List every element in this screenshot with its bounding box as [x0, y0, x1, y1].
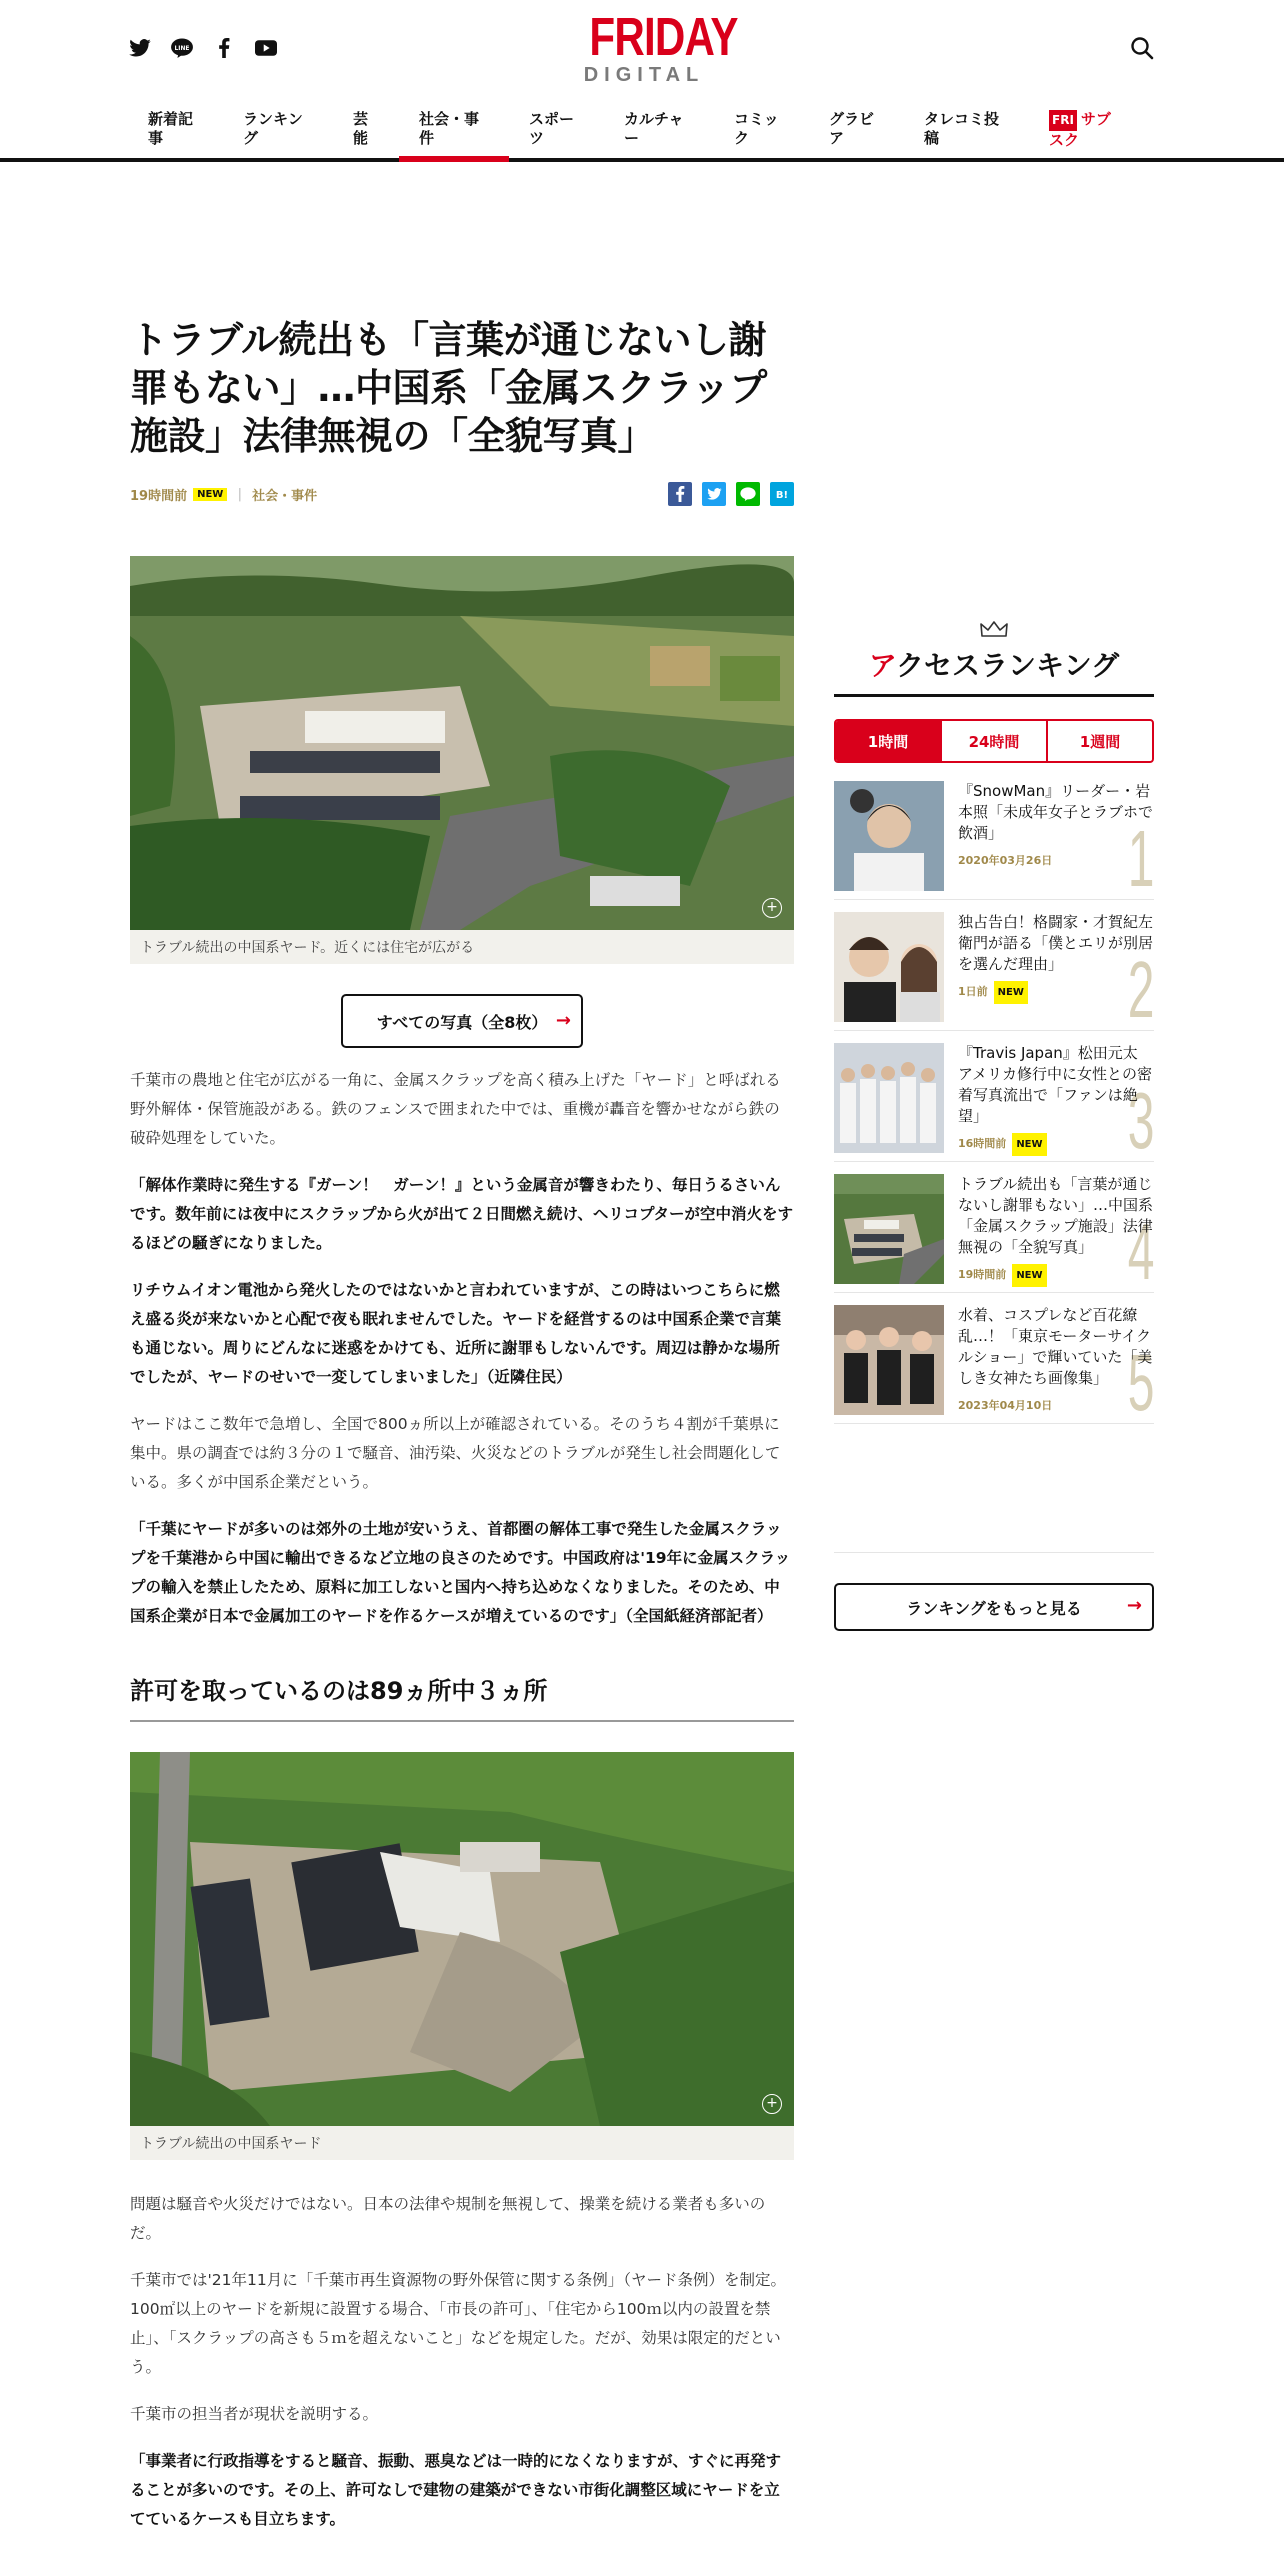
- ranking-item-title: 『SnowMan』リーダー・岩本照「未成年女子とラブホで飲酒」: [958, 782, 1154, 842]
- social-links: [128, 36, 278, 60]
- hatena-share-icon[interactable]: [770, 482, 794, 506]
- ranking-item-title: 水着、コスプレなど百花繚乱…！「東京モーターサイクルショー」で輝いていた「美しき女神たち画像集」: [958, 1306, 1153, 1387]
- ranking-more-label: ランキングをもっと見る: [906, 1598, 1082, 1618]
- ranking-item-date-text: 16時間前: [958, 1137, 1007, 1150]
- ranking-thumbnail: [834, 781, 944, 891]
- ranking-number: 1: [1127, 814, 1154, 903]
- ranking-item-title: 独占告白！格闘家・才賀紀左衛門が語る「僕とエリが別居を選んだ理由」: [958, 913, 1154, 973]
- ranking-item-title: 『Travis Japan』松田元太 アメリカ修行中に女性との密着写真流出で「ファンは絶望」: [958, 1044, 1153, 1125]
- nav-item-society[interactable]: 社会・事件: [399, 106, 509, 162]
- ranking-item-date-text: 1日前: [958, 985, 988, 998]
- ranking-item[interactable]: [834, 1162, 1154, 1296]
- nav-item-culture[interactable]: カルチャー: [624, 110, 684, 147]
- ranking-item[interactable]: [834, 900, 1154, 1034]
- main-nav: [128, 106, 1139, 162]
- logo-main: FRIDAY: [589, 7, 738, 67]
- all-photos-button[interactable]: [341, 994, 583, 1048]
- section-heading: 許可を取っているのは89ヵ所中３ヵ所: [130, 1671, 794, 1722]
- article-paragraph: ヤードはここ数年で急増し、全国で800ヵ所以上が確認されている。そのうち４割が千葉県に集中。県の調査では約３分の１で騒音、油汚染、火災などのトラブルが発生し社会問題化している。多くが中国系企業だという。: [130, 1415, 781, 1491]
- ranking-number: 2: [1127, 945, 1154, 1034]
- ranking-item-text: [958, 1174, 1154, 1296]
- new-badge: NEW: [1012, 1264, 1046, 1287]
- ranking-item-date: 2023年04月10日: [958, 1399, 1053, 1412]
- article-paragraph: 問題は騒音や火災だけではない。日本の法律や規制を無視して、操業を続ける業者も多いのだ。: [130, 2195, 766, 2242]
- new-badge: NEW: [994, 981, 1028, 1004]
- nav-item-ranking[interactable]: ランキング: [243, 110, 303, 147]
- share-buttons: [668, 482, 794, 506]
- ranking-thumbnail: [834, 1174, 944, 1284]
- ranking-item[interactable]: [834, 769, 1154, 903]
- arrow-right-icon: →: [555, 1010, 571, 1031]
- ranking-sidebar: [834, 620, 1154, 1631]
- ranking-number: 5: [1127, 1338, 1154, 1427]
- new-badge: NEW: [193, 488, 227, 501]
- article-title: トラブル続出も「言葉が通じないし謝罪もない」…中国系「金属スクラップ施設」法律無視の「全貌写真」: [130, 318, 767, 458]
- svg-text:B!: B!: [775, 490, 789, 500]
- ranking-item-text: [958, 912, 1154, 1034]
- ranking-thumbnail: [834, 1305, 944, 1415]
- ranking-number: 4: [1127, 1207, 1154, 1296]
- facebook-share-icon[interactable]: [668, 482, 692, 506]
- ranking-item-text: [958, 1305, 1154, 1427]
- zoom-icon[interactable]: +: [762, 2094, 782, 2114]
- tab-1-hour[interactable]: 1時間: [836, 721, 940, 761]
- ranking-item-text: [958, 1043, 1154, 1165]
- nav-item-gravure[interactable]: グラビア: [829, 110, 875, 147]
- ranking-item-date: [958, 981, 1154, 1004]
- new-badge: NEW: [1012, 1133, 1046, 1156]
- article-quote: リチウムイオン電池から発火したのではないかと言われていますが、この時はいつこちらに燃え盛る炎が来ないかと心配で夜も眠れませんでした。ヤードを経営するのは中国系企業で言葉も通じない。周りにどんなに迷惑をかけても、近所に謝罪もしないんです。周辺は静かな場所でしたが、ヤードのせいで一変してしまいました」（近隣住民）: [130, 1281, 782, 1386]
- ranking-item[interactable]: [834, 1031, 1154, 1165]
- ranking-item-date: 2020年03月26日: [958, 854, 1053, 867]
- ranking-item-date: [958, 1133, 1154, 1156]
- ranking-item[interactable]: [834, 1293, 1154, 1427]
- article-photo-1[interactable]: [130, 556, 794, 930]
- ranking-more-button[interactable]: [834, 1583, 1154, 1631]
- arrow-right-icon: →: [1126, 1595, 1142, 1616]
- ranking-tabs: [834, 719, 1154, 763]
- ranking-title: [834, 638, 1154, 697]
- article-photo-2[interactable]: [130, 1752, 794, 2126]
- photo-2-caption: トラブル続出の中国系ヤード: [130, 2126, 794, 2160]
- line-share-icon[interactable]: [736, 482, 760, 506]
- photo-1-caption: トラブル続出の中国系ヤード。近くには住宅が広がる: [130, 930, 794, 964]
- line-icon[interactable]: [170, 36, 194, 60]
- nav-item-entertainment[interactable]: 芸能: [353, 110, 369, 147]
- tab-1-week[interactable]: 1週間: [1046, 721, 1152, 761]
- meta-separator: |: [237, 486, 243, 502]
- nav-item-comic[interactable]: コミック: [734, 110, 779, 147]
- article-paragraph: 千葉市の担当者が現状を説明する。: [130, 2405, 379, 2423]
- twitter-icon[interactable]: [128, 36, 152, 60]
- nav-item-new[interactable]: 新着記事: [148, 110, 194, 147]
- ranking-title-rest: クセスランキング: [896, 649, 1120, 682]
- article-category[interactable]: 社会・事件: [252, 488, 318, 504]
- ranking-item-title: トラブル続出も「言葉が通じないし謝罪もない」…中国系「金属スクラップ施設」法律無視の「全貌写真」: [958, 1175, 1154, 1256]
- facebook-icon[interactable]: [212, 36, 236, 60]
- article: [130, 316, 794, 2534]
- article-quote: 「千葉にヤードが多いのは郊外の土地が安いうえ、首都圏の解体工事で発生した金属スクラップを千葉港から中国に輸出できるなど立地の良さのためです。中国政府は'19年に金属スクラップの輸入を禁止したため、原料に加工しないと国内へ持ち込めなくなりました。そのため、中国系企業が日本で金属加工のヤードを作るケースが増えているのです」（全国紙経済部記者）: [130, 1520, 791, 1625]
- ranking-item-date: [958, 1264, 1154, 1287]
- ranking-thumbnail: [834, 1043, 944, 1153]
- zoom-icon[interactable]: +: [762, 898, 782, 918]
- article-paragraph: 千葉市の農地と住宅が広がる一角に、金属スクラップを高く積み上げた「ヤード」と呼ばれる野外解体・保管施設がある。鉄のフェンスで囲まれた中では、重機が轟音を響かせながら鉄の破砕処理をしていた。: [130, 1071, 781, 1147]
- ranking-item-date-text: 19時間前: [958, 1268, 1007, 1281]
- nav-item-sports[interactable]: スポーツ: [529, 110, 575, 147]
- ranking-title-accent: ア: [868, 649, 896, 682]
- article-time: 19時間前: [130, 488, 188, 504]
- logo-sub: DIGITAL: [583, 64, 705, 86]
- youtube-icon[interactable]: [254, 36, 278, 60]
- svg-text:LINE: LINE: [174, 45, 190, 52]
- site-header: [0, 0, 1284, 162]
- tab-24-hours[interactable]: 24時間: [940, 721, 1046, 761]
- article-quote: 「事業者に行政指導をすると騒音、振動、悪臭などは一時的になくなりますが、すぐに再発することが多いのです。その上、許可なしで建物の建築ができない市街化調整区域にヤードを立てているケースも目立ちます。: [130, 2452, 782, 2528]
- search-icon[interactable]: [1130, 36, 1156, 62]
- nav-item-subscription[interactable]: [1029, 106, 1139, 162]
- nav-item-tip-off[interactable]: タレコミ投稿: [924, 110, 1000, 147]
- twitter-share-icon[interactable]: [702, 482, 726, 506]
- fri-badge: FRI: [1049, 110, 1077, 131]
- all-photos-label: すべての写真（全8枚）: [376, 1012, 548, 1032]
- ranking-item-text: [958, 781, 1154, 903]
- crown-icon: [980, 620, 1008, 638]
- ranking-thumbnail: [834, 912, 944, 1022]
- article-paragraph: 千葉市では'21年11月に「千葉市再生資源物の野外保管に関する条例」（ヤード条例）を制定。100㎡以上のヤードを新規に設置する場合、「市長の許可」、「住宅から100ｍ以内の設置を禁止」、「スクラップの高さも５ｍを超えないこと」などを規定した。だが、効果は限定的だという。: [130, 2271, 786, 2376]
- sidebar-divider: [834, 1552, 1154, 1553]
- ranking-number: 3: [1127, 1076, 1154, 1165]
- nav-subscription-label: サブスク: [1049, 110, 1111, 149]
- article-meta: [130, 480, 794, 508]
- article-quote: 「解体作業時に発生する『ガーン！ ガーン！』という金属音が響きわたり、毎日うるさいんです。数年前には夜中にスクラップから火が出て２日間燃え続け、ヘリコプターが空中消火をするほどの騒ぎになりました。: [130, 1176, 793, 1252]
- site-logo[interactable]: [574, 7, 738, 86]
- ranking-list: [834, 769, 1154, 1427]
